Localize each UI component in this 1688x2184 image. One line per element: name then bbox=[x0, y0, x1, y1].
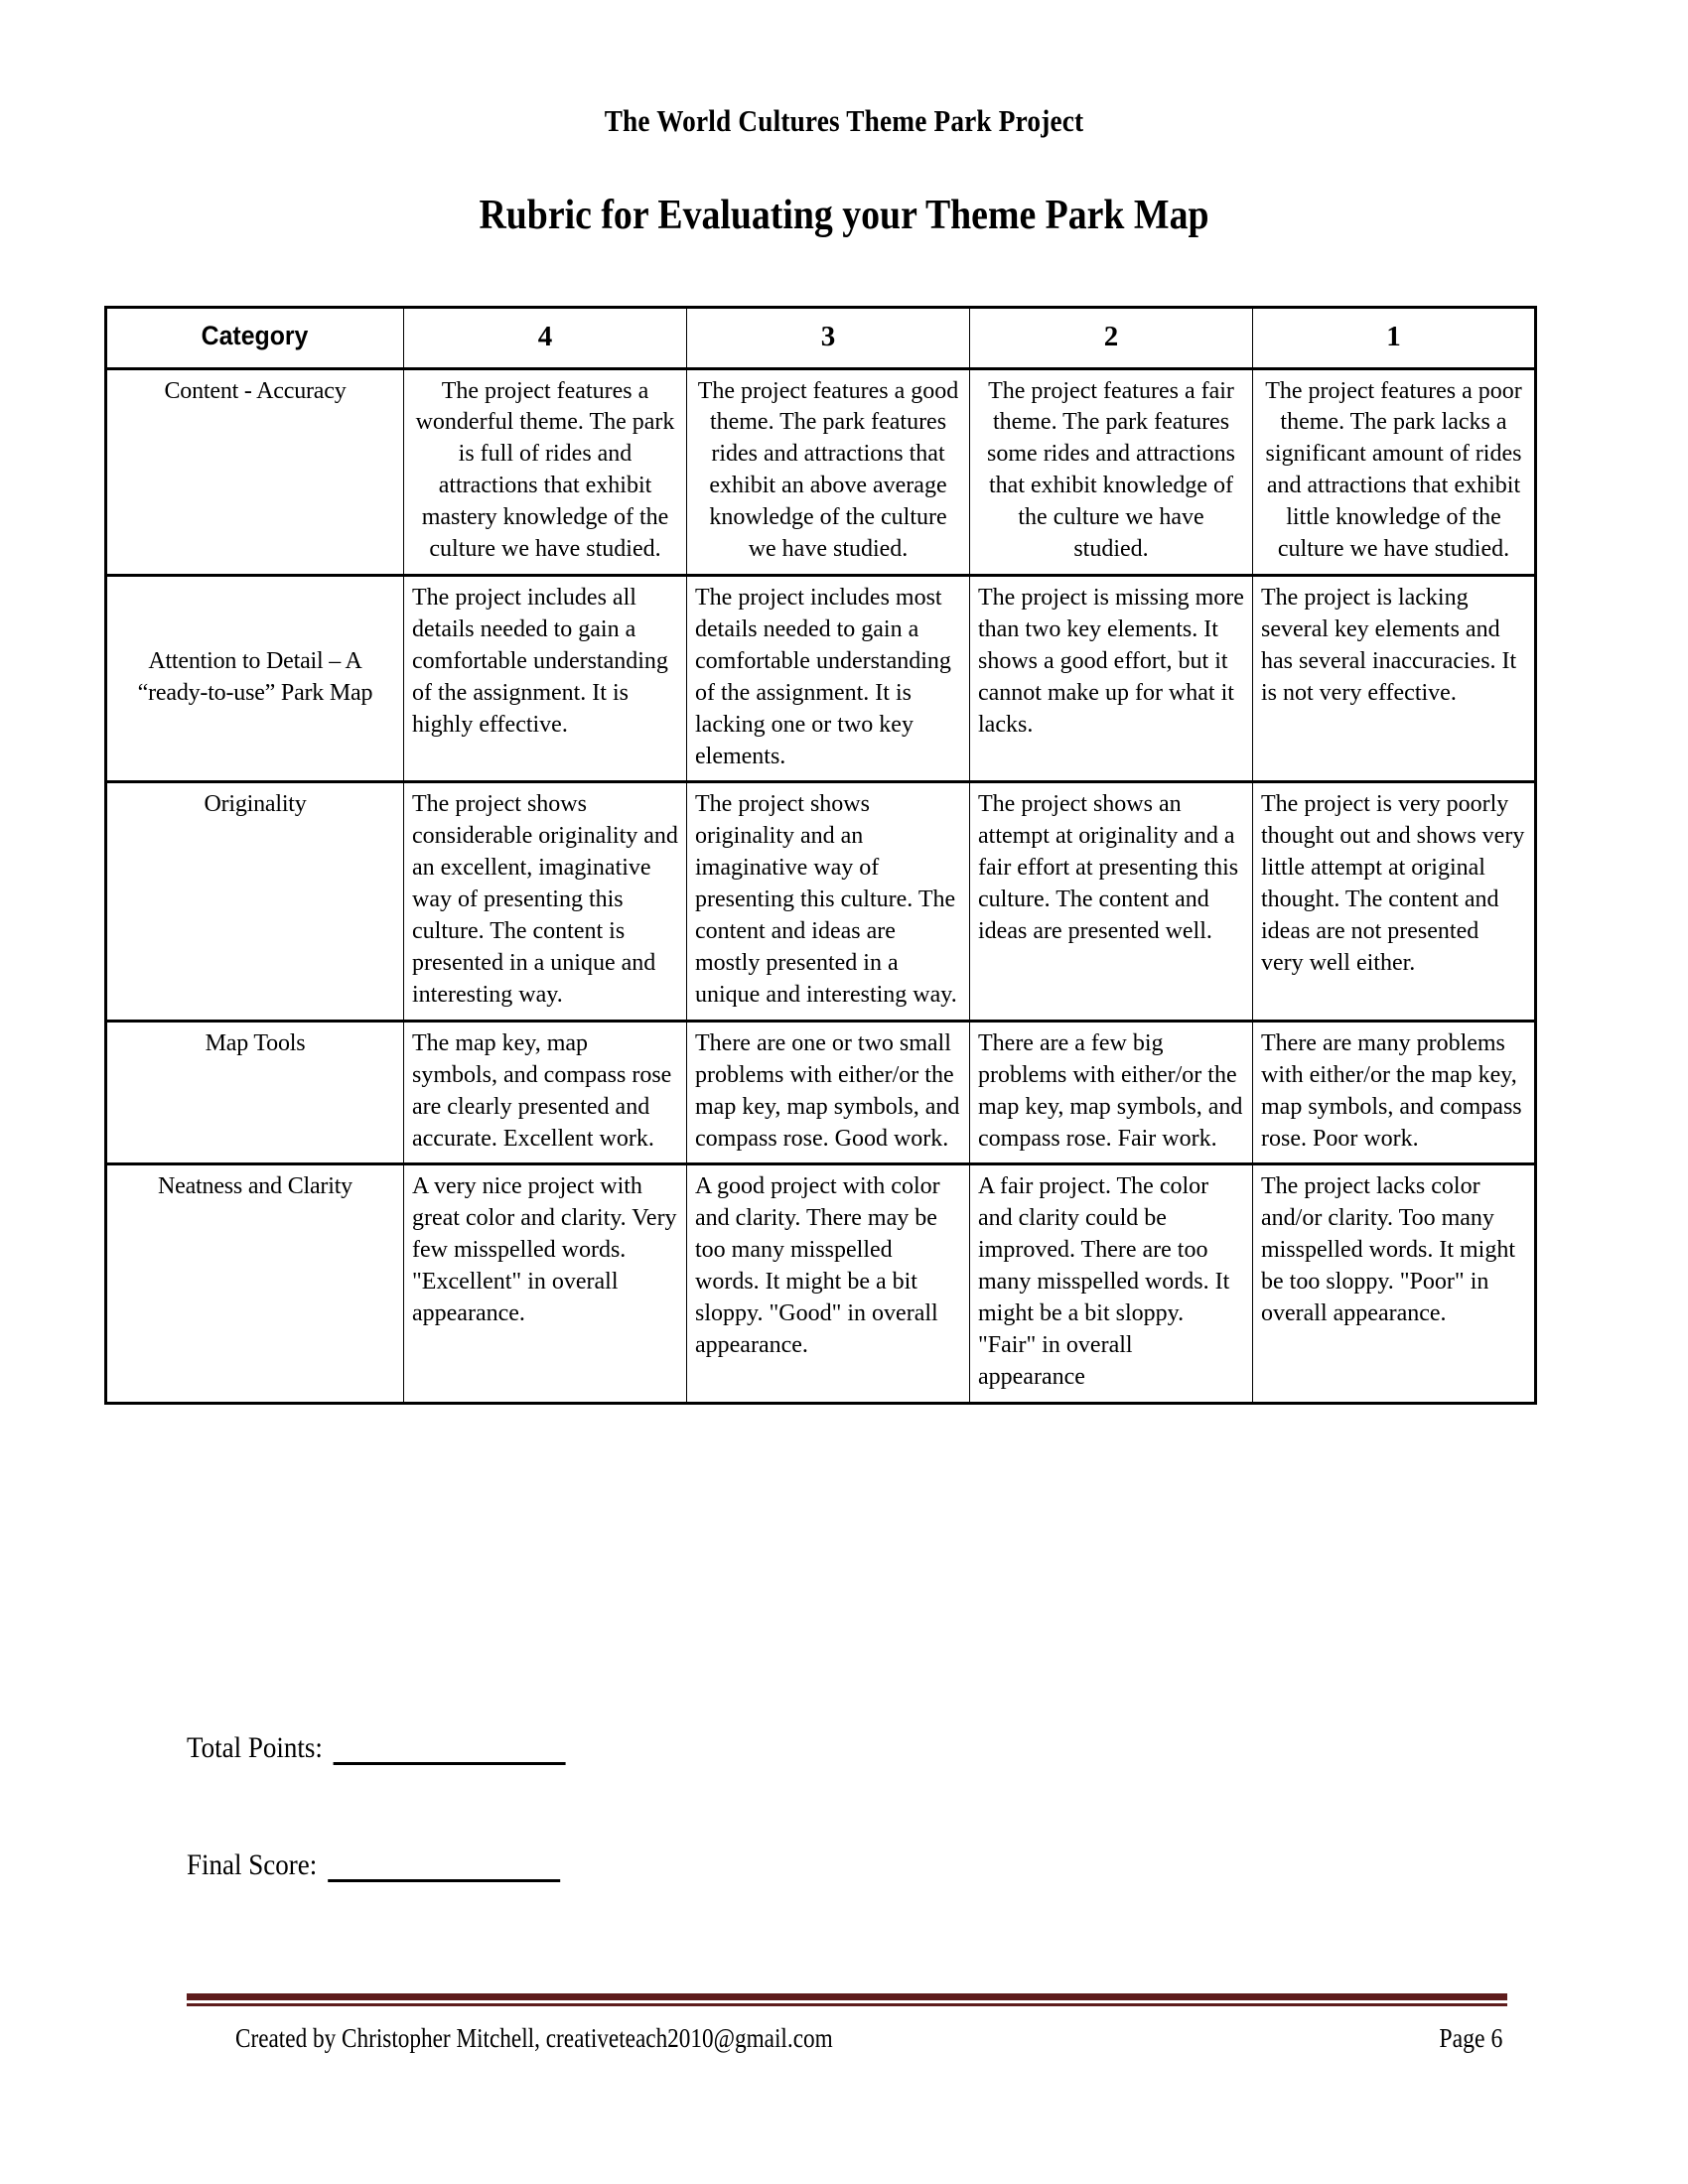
footer-page-number: Page 6 bbox=[1439, 2023, 1503, 2053]
column-header-score-4-label: 4 bbox=[537, 321, 553, 352]
criterion-label-attention-to-detail: Attention to Detail – A “ready-to-use” Park Map bbox=[106, 576, 404, 782]
criterion-label-map-tools: Map Tools bbox=[106, 1021, 404, 1164]
table-row bbox=[106, 782, 1536, 1021]
column-header-score-3 bbox=[687, 308, 970, 369]
criterion-label-content-accuracy: Content - Accuracy bbox=[106, 368, 404, 575]
column-header-score-4 bbox=[404, 308, 687, 369]
column-header-category bbox=[106, 308, 404, 369]
final-score-row bbox=[187, 1848, 991, 1882]
document-title: The World Cultures Theme Park Project bbox=[604, 103, 1084, 138]
footer-credit: Created by Christopher Mitchell, creativeteach2010@gmail.com bbox=[234, 2023, 833, 2053]
footer-divider-thin bbox=[187, 2003, 1507, 2006]
table-row bbox=[106, 1021, 1536, 1164]
criterion-content-accuracy-score-3: The project features a good theme. The park features rides and attractions that exhibit an above average knowledge of the culture we have studied. bbox=[687, 368, 970, 575]
criterion-label-originality: Originality bbox=[106, 782, 404, 1021]
rubric-table-header bbox=[106, 308, 1536, 369]
footer-text-row bbox=[187, 2023, 1507, 2054]
criterion-neatness-and-clarity-score-1: The project lacks color and/or clarity. Too many misspelled words. It might be too sloppy. "Poor" in overall appearance. bbox=[1253, 1164, 1536, 1403]
table-row bbox=[106, 1164, 1536, 1403]
criterion-neatness-and-clarity-score-3: A good project with color and clarity. There may be too many misspelled words. It might be a bit sloppy. "Good" in overall appearance. bbox=[687, 1164, 970, 1403]
page-footer bbox=[187, 1993, 1507, 2054]
column-header-score-2-label: 2 bbox=[1103, 321, 1119, 352]
rubric-table bbox=[104, 306, 1537, 1405]
table-row bbox=[106, 576, 1536, 782]
criterion-attention-to-detail-score-3: The project includes most details needed to gain a comfortable understanding of the assignment. It is lacking one or two key elements. bbox=[687, 576, 970, 782]
column-header-score-1-label: 1 bbox=[1386, 321, 1401, 352]
criterion-originality-score-1: The project is very poorly thought out and shows very little attempt at original thought. The content and ideas are not presented very well either. bbox=[1253, 782, 1536, 1021]
total-points-blank[interactable] bbox=[334, 1736, 566, 1765]
criterion-content-accuracy-score-4: The project features a wonderful theme. The park is full of rides and attractions that exhibit mastery knowledge of the culture we have studied. bbox=[404, 368, 687, 575]
column-header-category-label: Category bbox=[202, 321, 309, 351]
criterion-neatness-and-clarity-score-4: A very nice project with great color and clarity. Very few misspelled words. "Excellent" in overall appearance. bbox=[404, 1164, 687, 1403]
criterion-originality-score-4: The project shows considerable originality and an excellent, imaginative way of presenting this culture. The content is presented in a unique and interesting way. bbox=[404, 782, 687, 1021]
column-header-score-1 bbox=[1253, 308, 1536, 369]
column-header-score-2 bbox=[970, 308, 1253, 369]
criterion-attention-to-detail-score-4: The project includes all details needed to gain a comfortable understanding of the assignment. It is highly effective. bbox=[404, 576, 687, 782]
document-subtitle: Rubric for Evaluating your Theme Park Map bbox=[479, 193, 1209, 238]
rubric-table-body bbox=[106, 368, 1536, 1403]
criterion-content-accuracy-score-2: The project features a fair theme. The park features some rides and attractions that exhibit knowledge of the culture we have studied. bbox=[970, 368, 1253, 575]
criterion-map-tools-score-4: The map key, map symbols, and compass rose are clearly presented and accurate. Excellent work. bbox=[404, 1021, 687, 1164]
criterion-content-accuracy-score-1: The project features a poor theme. The park lacks a significant amount of rides and attractions that exhibit little knowledge of the culture we have studied. bbox=[1253, 368, 1536, 575]
criterion-neatness-and-clarity-score-2: A fair project. The color and clarity could be improved. There are too many misspelled words. It might be a bit sloppy. "Fair" in overall appearance bbox=[970, 1164, 1253, 1403]
table-header-row bbox=[106, 308, 1536, 369]
final-score-blank[interactable] bbox=[328, 1853, 560, 1882]
criterion-map-tools-score-2: There are a few big problems with either/or the map key, map symbols, and compass rose. Fair work. bbox=[970, 1021, 1253, 1164]
footer-divider-thick bbox=[187, 1993, 1507, 2000]
table-row bbox=[106, 368, 1536, 575]
rubric-table-wrapper bbox=[104, 306, 1534, 1405]
criterion-originality-score-2: The project shows an attempt at originality and a fair effort at presenting this culture. The content and ideas are presented well. bbox=[970, 782, 1253, 1021]
criterion-map-tools-score-3: There are one or two small problems with either/or the map key, map symbols, and compass rose. Good work. bbox=[687, 1021, 970, 1164]
criterion-originality-score-3: The project shows originality and an imaginative way of presenting this culture. The content and ideas are mostly presented in a unique and interesting way. bbox=[687, 782, 970, 1021]
total-points-row bbox=[187, 1731, 991, 1765]
criterion-attention-to-detail-score-1: The project is lacking several key elements and has several inaccuracies. It is not very effective. bbox=[1253, 576, 1536, 782]
criterion-label-neatness-and-clarity: Neatness and Clarity bbox=[106, 1164, 404, 1403]
scoring-section bbox=[187, 1731, 1080, 1966]
criterion-attention-to-detail-score-2: The project is missing more than two key elements. It shows a good effort, but it cannot make up for what it lacks. bbox=[970, 576, 1253, 782]
criterion-map-tools-score-1: There are many problems with either/or the map key, map symbols, and compass rose. Poor work. bbox=[1253, 1021, 1536, 1164]
column-header-score-3-label: 3 bbox=[820, 321, 836, 352]
final-score-label: Final Score: bbox=[187, 1848, 318, 1881]
total-points-label: Total Points: bbox=[187, 1731, 323, 1764]
